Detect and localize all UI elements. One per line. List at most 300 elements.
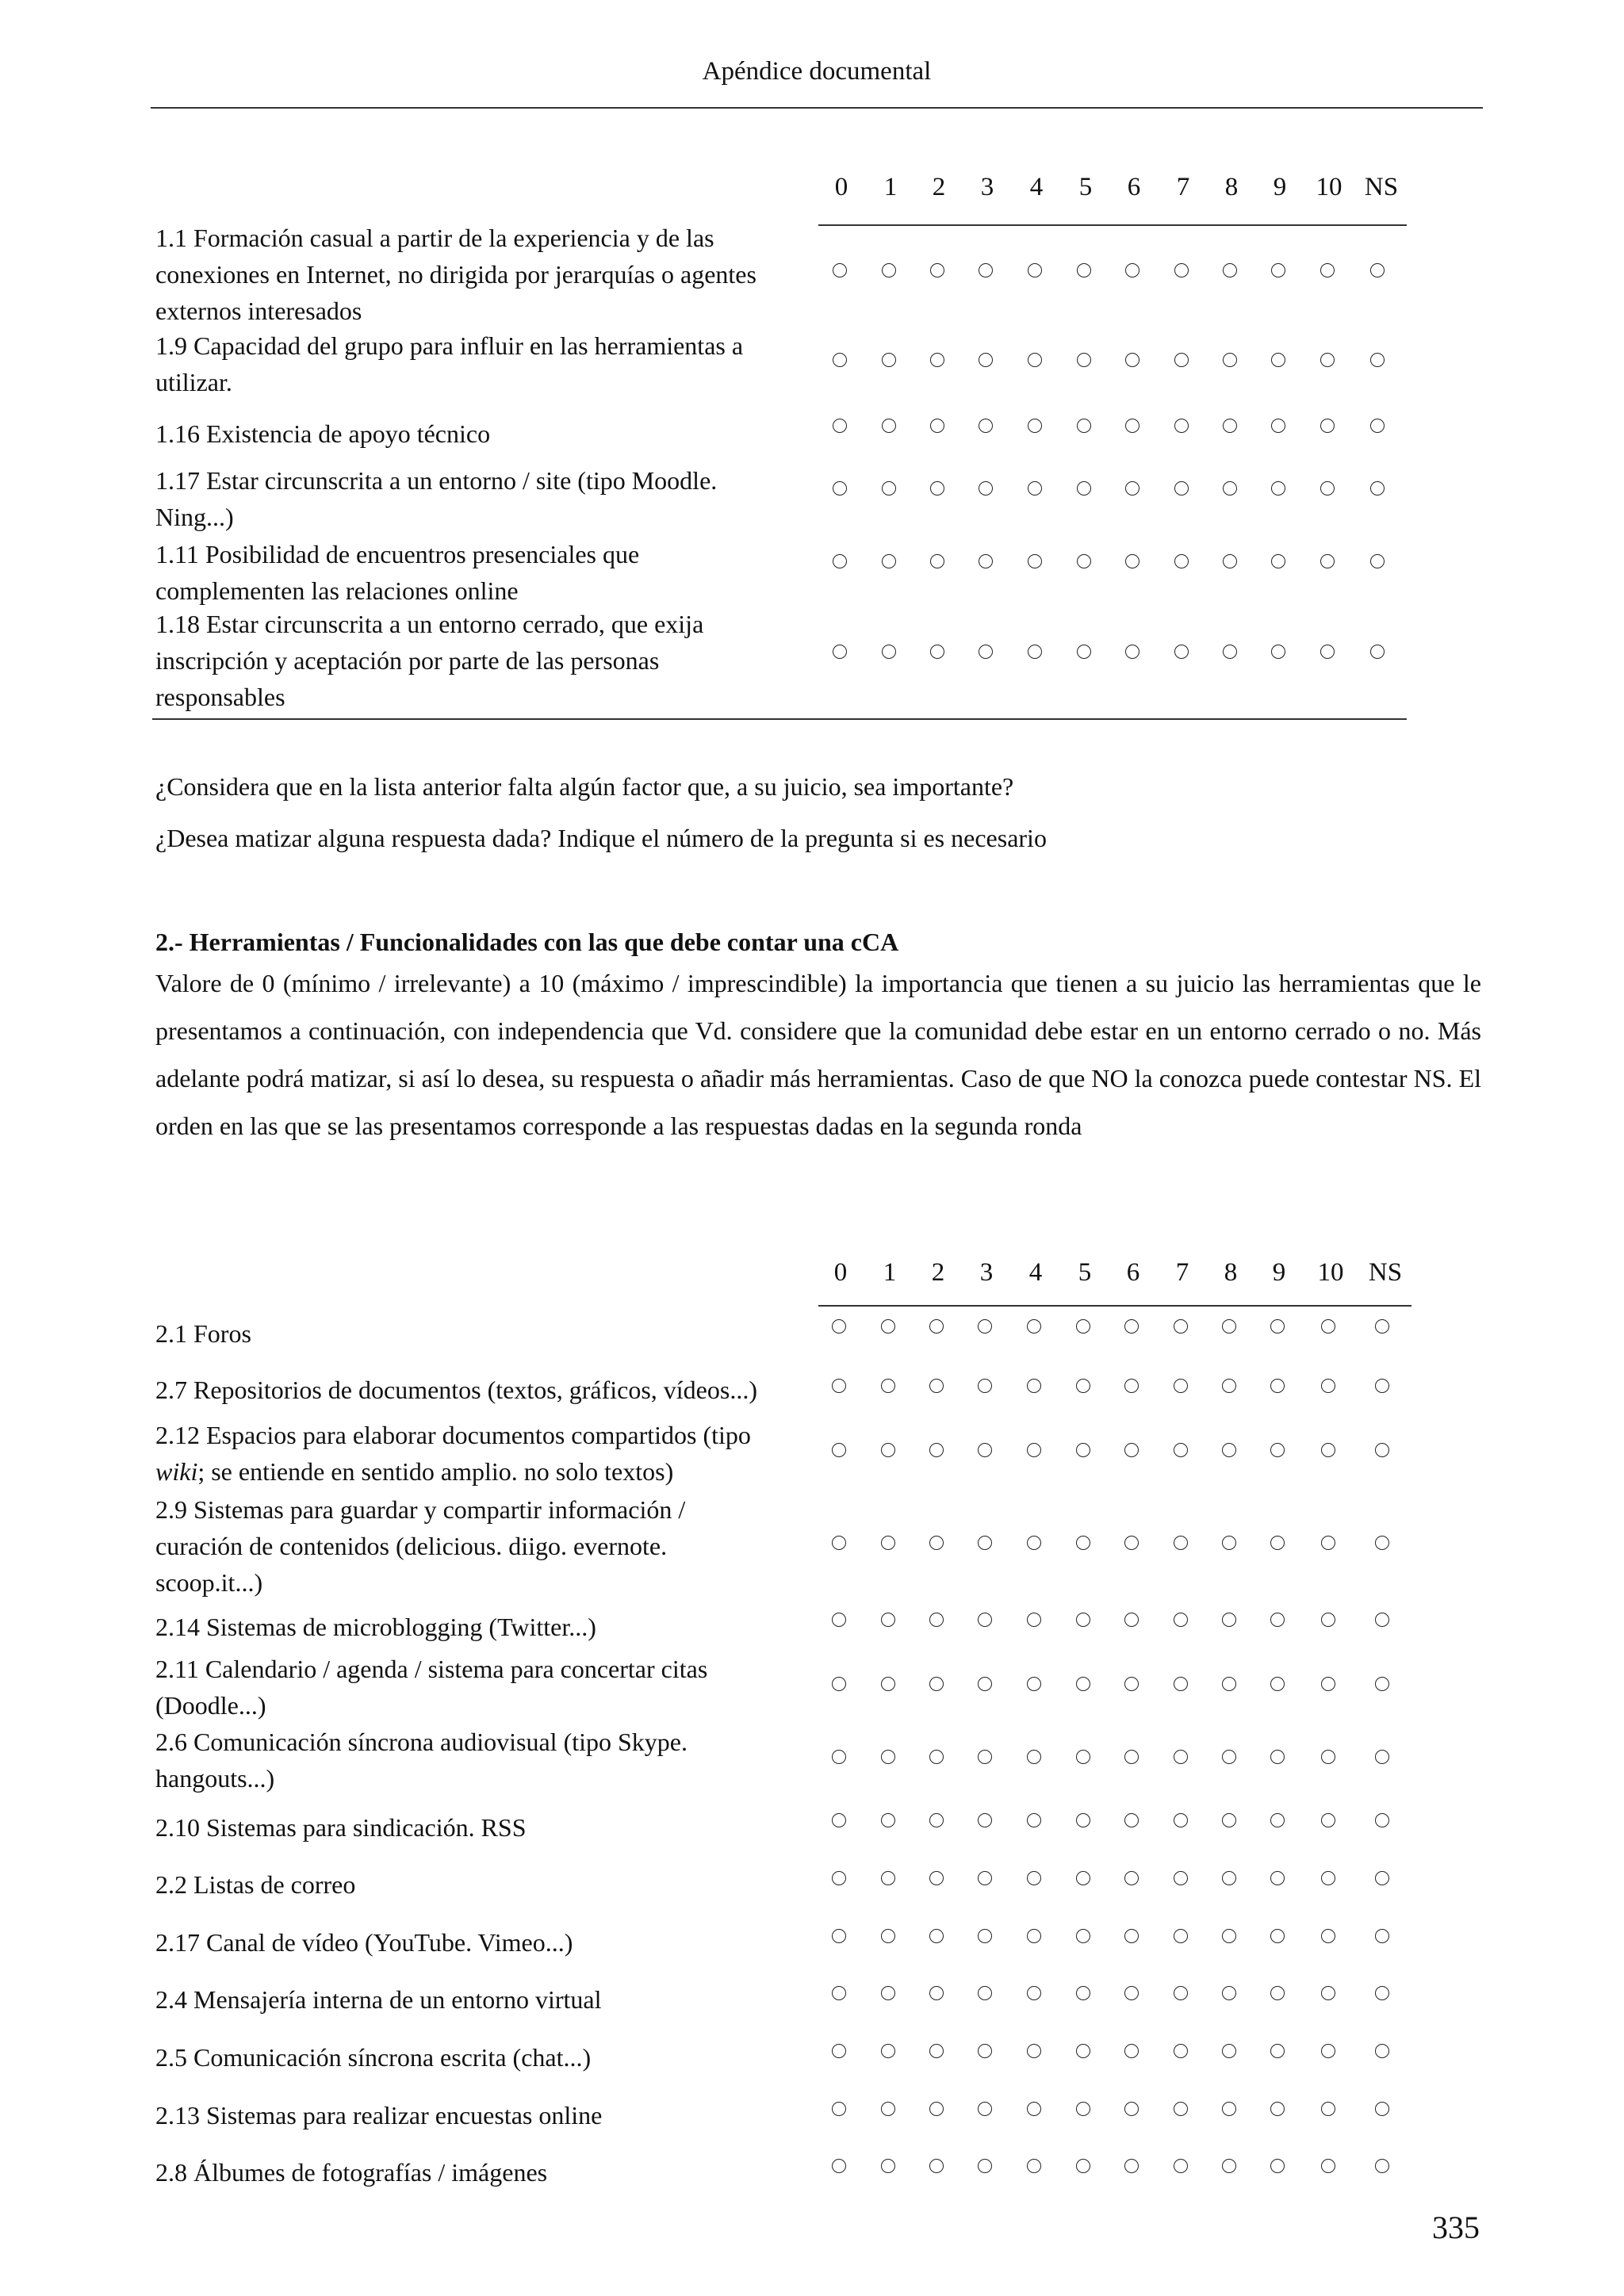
rating-radio-6[interactable] — [1124, 1929, 1139, 1943]
rating-radio-10[interactable] — [1321, 1750, 1335, 1764]
rating-radio-3[interactable] — [978, 2159, 992, 2173]
rating-radio-0[interactable] — [832, 2159, 846, 2173]
rating-radio-4[interactable] — [1027, 2159, 1041, 2173]
rating-radio-5[interactable] — [1077, 419, 1091, 433]
rating-radio-5[interactable] — [1076, 1871, 1090, 1885]
rating-radio-10[interactable] — [1321, 1871, 1335, 1885]
scale-label: 10 — [1316, 173, 1342, 201]
rating-radio-6[interactable] — [1124, 1613, 1139, 1627]
rating-radio-NS[interactable] — [1375, 1379, 1389, 1393]
rating-radio-7[interactable] — [1174, 1379, 1188, 1393]
rating-radio-8[interactable] — [1223, 481, 1237, 496]
rating-radio-6[interactable] — [1124, 1319, 1139, 1334]
row-label-line: 1.11 Posibilidad de encuentros presenciales que — [155, 540, 640, 568]
rating-radio-9[interactable] — [1271, 554, 1285, 568]
rating-radio-4[interactable] — [1027, 2102, 1041, 2116]
rating-radio-5[interactable] — [1076, 1379, 1090, 1393]
row-label-line: 2.12 Espacios para elaborar documentos compartidos (tipo — [155, 1421, 751, 1449]
rating-radio-1[interactable] — [881, 1536, 895, 1550]
rating-radio-9[interactable] — [1270, 1379, 1285, 1393]
rating-radio-10[interactable] — [1321, 1443, 1335, 1457]
rating-radio-0[interactable] — [833, 353, 847, 367]
rating-radio-NS[interactable] — [1375, 1813, 1389, 1827]
rating-radio-3[interactable] — [978, 1871, 992, 1885]
rating-radio-10[interactable] — [1321, 1319, 1335, 1334]
rating-radio-0[interactable] — [832, 1379, 846, 1393]
rating-radio-0[interactable] — [832, 1986, 846, 2000]
rating-radio-0[interactable] — [832, 1677, 846, 1691]
rating-radio-5[interactable] — [1076, 1750, 1090, 1764]
scale-label: 5 — [1078, 173, 1093, 201]
rating-radio-7[interactable] — [1174, 353, 1189, 367]
rating-radio-0[interactable] — [833, 263, 847, 277]
rating-radio-NS[interactable] — [1375, 1536, 1389, 1550]
rating-radio-2[interactable] — [929, 1813, 944, 1827]
scale-label: 1 — [883, 173, 898, 201]
rating-radio-6[interactable] — [1124, 1750, 1139, 1764]
rating-radio-9[interactable] — [1270, 2102, 1285, 2116]
rating-radio-10[interactable] — [1320, 263, 1335, 277]
rating-radio-0[interactable] — [833, 419, 847, 433]
rating-radio-3[interactable] — [978, 1750, 992, 1764]
rating-radio-10[interactable] — [1320, 645, 1335, 659]
rating-radio-4[interactable] — [1028, 554, 1042, 568]
rating-radio-7[interactable] — [1174, 1536, 1188, 1550]
rating-radio-0[interactable] — [832, 1443, 846, 1457]
scale-label: 7 — [1175, 1258, 1189, 1287]
rating-radio-3[interactable] — [979, 554, 993, 568]
rating-radio-6[interactable] — [1124, 1986, 1139, 2000]
rating-radio-4[interactable] — [1028, 263, 1042, 277]
rating-radio-3[interactable] — [978, 1986, 992, 2000]
rating-radio-NS[interactable] — [1370, 481, 1385, 496]
rating-radio-5[interactable] — [1076, 2044, 1090, 2058]
row-label — [155, 2154, 814, 2191]
rating-radio-2[interactable] — [930, 554, 944, 568]
scale-label: 4 — [1029, 173, 1044, 201]
rating-radio-3[interactable] — [978, 1319, 992, 1334]
rating-radio-8[interactable] — [1222, 1986, 1236, 2000]
rating-radio-NS[interactable] — [1375, 1986, 1389, 2000]
rating-radio-1[interactable] — [881, 1379, 895, 1393]
rating-radio-10[interactable] — [1321, 2102, 1335, 2116]
rating-radio-8[interactable] — [1223, 419, 1237, 433]
rating-radio-NS[interactable] — [1375, 2159, 1389, 2173]
rating-radio-6[interactable] — [1124, 1871, 1139, 1885]
rating-radio-8[interactable] — [1222, 1536, 1236, 1550]
rating-radio-7[interactable] — [1174, 1929, 1188, 1943]
rating-radio-5[interactable] — [1076, 1536, 1090, 1550]
rating-radio-8[interactable] — [1223, 554, 1237, 568]
rating-radio-4[interactable] — [1027, 1443, 1041, 1457]
rating-radio-4[interactable] — [1027, 1986, 1041, 2000]
rating-radio-9[interactable] — [1271, 263, 1285, 277]
rating-radio-4[interactable] — [1027, 1813, 1041, 1827]
rating-radio-3[interactable] — [978, 2044, 992, 2058]
row-label — [155, 1315, 814, 1352]
rating-radio-4[interactable] — [1027, 1613, 1041, 1627]
rating-radio-7[interactable] — [1174, 2102, 1188, 2116]
rating-radio-2[interactable] — [929, 1379, 944, 1393]
rating-radio-9[interactable] — [1270, 1443, 1285, 1457]
rating-radio-9[interactable] — [1270, 2044, 1285, 2058]
rating-radio-3[interactable] — [979, 419, 993, 433]
rating-radio-8[interactable] — [1222, 1319, 1236, 1334]
rating-radio-NS[interactable] — [1370, 353, 1385, 367]
rating-radio-5[interactable] — [1076, 1613, 1090, 1627]
rating-radio-NS[interactable] — [1375, 1677, 1389, 1691]
row-label-line: 2.9 Sistemas para guardar y compartir información / — [155, 1495, 686, 1524]
page-header: Apéndice documental — [702, 57, 932, 86]
rating-radio-NS[interactable] — [1375, 1929, 1389, 1943]
scale-label: 5 — [1078, 1258, 1092, 1287]
rating-radio-2[interactable] — [930, 645, 944, 659]
row-label-line: 2.11 Calendario / agenda / sistema para concertar citas — [155, 1655, 708, 1683]
rating-radio-2[interactable] — [930, 263, 944, 277]
rating-radio-9[interactable] — [1270, 1613, 1285, 1627]
rating-radio-6[interactable] — [1125, 263, 1139, 277]
rating-radio-10[interactable] — [1321, 1536, 1335, 1550]
rating-radio-9[interactable] — [1270, 1986, 1285, 2000]
rating-radio-8[interactable] — [1223, 645, 1237, 659]
rating-radio-0[interactable] — [832, 1536, 846, 1550]
rating-radio-3[interactable] — [978, 1677, 992, 1691]
rating-radio-9[interactable] — [1271, 481, 1285, 496]
rating-radio-2[interactable] — [929, 1986, 944, 2000]
rating-radio-5[interactable] — [1076, 1677, 1090, 1691]
rating-radio-7[interactable] — [1174, 1677, 1188, 1691]
row-label-line: complementen las relaciones online — [155, 576, 519, 605]
rating-radio-5[interactable] — [1077, 645, 1091, 659]
rating-radio-6[interactable] — [1124, 1677, 1139, 1691]
rating-radio-9[interactable] — [1270, 1929, 1285, 1943]
rating-radio-1[interactable] — [881, 2159, 895, 2173]
rating-radio-7[interactable] — [1174, 1319, 1188, 1334]
row-label-line: 2.4 Mensajería interna de un entorno virtual — [155, 1985, 602, 2014]
rating-radio-1[interactable] — [881, 1750, 895, 1764]
rating-radio-5[interactable] — [1077, 554, 1091, 568]
page-number: 335 — [1432, 2210, 1480, 2245]
rating-radio-5[interactable] — [1076, 1813, 1090, 1827]
rating-radio-NS[interactable] — [1370, 419, 1385, 433]
row-label-line: 1.18 Estar circunscrita a un entorno cerrado, que exija — [155, 610, 704, 638]
question-clarify: ¿Desea matizar alguna respuesta dada? Indique el número de la pregunta si es necesario — [155, 824, 1047, 852]
rating-radio-6[interactable] — [1124, 1536, 1139, 1550]
row-label-line: 2.14 Sistemas de microblogging (Twitter...) — [155, 1613, 596, 1641]
row-label-line: externos interesados — [155, 297, 362, 325]
row-label-line: 2.2 Listas de correo — [155, 1870, 356, 1899]
rating-radio-4[interactable] — [1027, 1929, 1041, 1943]
rating-radio-10[interactable] — [1320, 554, 1335, 568]
rating-radio-2[interactable] — [930, 419, 944, 433]
rating-radio-1[interactable] — [881, 1871, 895, 1885]
rating-radio-2[interactable] — [930, 353, 944, 367]
rating-radio-0[interactable] — [832, 2102, 846, 2116]
row-label — [155, 462, 814, 535]
rating-radio-10[interactable] — [1321, 1613, 1335, 1627]
rating-radio-8[interactable] — [1222, 2102, 1236, 2116]
rating-radio-2[interactable] — [929, 1319, 944, 1334]
scale-label: 0 — [833, 1258, 848, 1287]
rating-radio-6[interactable] — [1125, 419, 1139, 433]
rating-radio-2[interactable] — [929, 1750, 944, 1764]
rating-radio-8[interactable] — [1222, 1677, 1236, 1691]
row-label-line: wiki; se entiende en sentido amplio. no solo textos) — [155, 1457, 674, 1486]
row-label — [155, 415, 814, 452]
rating-radio-7[interactable] — [1174, 554, 1189, 568]
rating-radio-0[interactable] — [832, 1929, 846, 1943]
rating-radio-5[interactable] — [1076, 1319, 1090, 1334]
rating-radio-2[interactable] — [929, 1613, 944, 1627]
rating-radio-6[interactable] — [1124, 1379, 1139, 1393]
scale-label: 9 — [1272, 1258, 1286, 1287]
rating-radio-NS[interactable] — [1375, 1319, 1389, 1334]
rating-radio-4[interactable] — [1027, 1536, 1041, 1550]
rating-radio-8[interactable] — [1222, 1871, 1236, 1885]
rating-radio-2[interactable] — [929, 2159, 944, 2173]
rating-radio-NS[interactable] — [1370, 554, 1385, 568]
rating-radio-9[interactable] — [1270, 1536, 1285, 1550]
rating-radio-6[interactable] — [1124, 1443, 1139, 1457]
rating-radio-1[interactable] — [881, 2044, 895, 2058]
rating-radio-8[interactable] — [1222, 2159, 1236, 2173]
rating-radio-7[interactable] — [1174, 2159, 1188, 2173]
rating-radio-6[interactable] — [1124, 2159, 1139, 2173]
rating-radio-10[interactable] — [1321, 1929, 1335, 1943]
rating-radio-8[interactable] — [1222, 1613, 1236, 1627]
rating-radio-NS[interactable] — [1375, 1750, 1389, 1764]
rating-radio-7[interactable] — [1174, 1613, 1188, 1627]
rating-radio-NS[interactable] — [1375, 1871, 1389, 1885]
rating-radio-9[interactable] — [1270, 1750, 1285, 1764]
rating-radio-4[interactable] — [1028, 419, 1042, 433]
rating-radio-7[interactable] — [1174, 1750, 1188, 1764]
rating-radio-1[interactable] — [882, 263, 896, 277]
rating-radio-1[interactable] — [881, 1613, 895, 1627]
row-label-line: Ning...) — [155, 503, 234, 531]
rating-radio-1[interactable] — [881, 1986, 895, 2000]
rating-radio-4[interactable] — [1027, 1677, 1041, 1691]
section-2-title: 2.- Herramientas / Funcionalidades con las que debe contar una cCA — [155, 928, 899, 956]
rating-radio-10[interactable] — [1320, 481, 1335, 496]
rating-radio-1[interactable] — [881, 1319, 895, 1334]
row-label-line: utilizar. — [155, 368, 232, 396]
rating-radio-7[interactable] — [1174, 1871, 1188, 1885]
rating-radio-7[interactable] — [1174, 645, 1189, 659]
scale-label: 3 — [979, 1258, 994, 1287]
rating-radio-8[interactable] — [1222, 1379, 1236, 1393]
rating-radio-7[interactable] — [1174, 481, 1189, 496]
question-missing-factor: ¿Considera que en la lista anterior falta algún factor que, a su juicio, sea importante? — [155, 772, 1014, 801]
rating-radio-8[interactable] — [1222, 1750, 1236, 1764]
rating-radio-2[interactable] — [929, 1929, 944, 1943]
rating-radio-3[interactable] — [979, 353, 993, 367]
rating-radio-7[interactable] — [1174, 1443, 1188, 1457]
rating-radio-1[interactable] — [881, 1929, 895, 1943]
rating-radio-6[interactable] — [1125, 645, 1139, 659]
scale-label: 7 — [1176, 173, 1190, 201]
rating-radio-8[interactable] — [1222, 1929, 1236, 1943]
scale-label: 8 — [1224, 173, 1239, 201]
rating-radio-2[interactable] — [929, 1443, 944, 1457]
rating-radio-10[interactable] — [1321, 2044, 1335, 2058]
rating-radio-NS[interactable] — [1370, 645, 1385, 659]
rating-radio-1[interactable] — [882, 554, 896, 568]
rating-radio-NS[interactable] — [1375, 2044, 1389, 2058]
rating-radio-2[interactable] — [929, 1536, 944, 1550]
rating-radio-0[interactable] — [833, 554, 847, 568]
rating-radio-10[interactable] — [1321, 1379, 1335, 1393]
rating-radio-5[interactable] — [1076, 1929, 1090, 1943]
rating-radio-8[interactable] — [1223, 353, 1237, 367]
rating-radio-4[interactable] — [1027, 2044, 1041, 2058]
rating-radio-1[interactable] — [882, 353, 896, 367]
scale-label: 8 — [1224, 1258, 1238, 1287]
row-label-line: 2.17 Canal de vídeo (YouTube. Vimeo...) — [155, 1928, 573, 1957]
rating-radio-5[interactable] — [1076, 2159, 1090, 2173]
rating-radio-6[interactable] — [1124, 2102, 1139, 2116]
rating-radio-1[interactable] — [882, 419, 896, 433]
row-label-line: hangouts...) — [155, 1764, 275, 1793]
rating-radio-10[interactable] — [1321, 1986, 1335, 2000]
rating-radio-7[interactable] — [1174, 263, 1189, 277]
row-label-line: responsables — [155, 683, 285, 711]
rating-radio-6[interactable] — [1124, 1813, 1139, 1827]
rating-radio-3[interactable] — [979, 263, 993, 277]
rating-radio-9[interactable] — [1271, 645, 1285, 659]
rating-radio-9[interactable] — [1271, 353, 1285, 367]
rating-radio-4[interactable] — [1028, 645, 1042, 659]
rating-radio-0[interactable] — [832, 1613, 846, 1627]
rating-radio-8[interactable] — [1223, 263, 1237, 277]
rating-radio-6[interactable] — [1125, 353, 1139, 367]
rating-radio-1[interactable] — [881, 2102, 895, 2116]
table-bottom-rule — [152, 718, 1407, 720]
row-label — [155, 220, 814, 329]
rating-radio-4[interactable] — [1028, 481, 1042, 496]
rating-radio-4[interactable] — [1027, 1750, 1041, 1764]
rating-radio-2[interactable] — [930, 481, 944, 496]
rating-radio-1[interactable] — [881, 1813, 895, 1827]
row-label — [155, 1609, 814, 1645]
rating-radio-4[interactable] — [1028, 353, 1042, 367]
rating-radio-2[interactable] — [929, 2102, 944, 2116]
italic-word: wiki — [155, 1457, 198, 1486]
rating-radio-3[interactable] — [979, 481, 993, 496]
row-label-line: inscripción y aceptación por parte de las personas — [155, 646, 660, 675]
table-top-rule — [818, 1305, 1411, 1307]
rating-radio-4[interactable] — [1027, 1871, 1041, 1885]
rating-radio-9[interactable] — [1271, 419, 1285, 433]
row-label — [155, 1417, 814, 1490]
scale-label: 9 — [1273, 173, 1287, 201]
rating-radio-3[interactable] — [978, 1929, 992, 1943]
rating-radio-5[interactable] — [1077, 481, 1091, 496]
rating-radio-10[interactable] — [1320, 419, 1335, 433]
rating-radio-9[interactable] — [1270, 1813, 1285, 1827]
rating-radio-9[interactable] — [1270, 2159, 1285, 2173]
rating-radio-8[interactable] — [1222, 1443, 1236, 1457]
row-label-line: conexiones en Internet, no dirigida por jerarquías o agentes — [155, 260, 756, 289]
rating-radio-1[interactable] — [882, 481, 896, 496]
rating-radio-1[interactable] — [882, 645, 896, 659]
rating-radio-8[interactable] — [1222, 1813, 1236, 1827]
rating-radio-3[interactable] — [979, 645, 993, 659]
row-label — [155, 2097, 814, 2133]
table-top-rule — [818, 224, 1407, 226]
rating-radio-0[interactable] — [832, 2044, 846, 2058]
rating-radio-0[interactable] — [832, 1813, 846, 1827]
rating-radio-3[interactable] — [978, 1536, 992, 1550]
rating-radio-6[interactable] — [1125, 481, 1139, 496]
rating-radio-5[interactable] — [1077, 353, 1091, 367]
rating-radio-4[interactable] — [1027, 1379, 1041, 1393]
rating-radio-NS[interactable] — [1370, 263, 1385, 277]
rating-radio-0[interactable] — [832, 1871, 846, 1885]
rating-radio-0[interactable] — [832, 1319, 846, 1334]
row-label-line: 2.7 Repositorios de documentos (textos, gráficos, vídeos...) — [155, 1376, 757, 1404]
rating-radio-5[interactable] — [1076, 2102, 1090, 2116]
rating-radio-3[interactable] — [978, 1813, 992, 1827]
rating-radio-5[interactable] — [1076, 1986, 1090, 2000]
rating-radio-7[interactable] — [1174, 419, 1189, 433]
rating-radio-2[interactable] — [929, 1871, 944, 1885]
rating-radio-6[interactable] — [1125, 554, 1139, 568]
rating-radio-7[interactable] — [1174, 1986, 1188, 2000]
rating-radio-7[interactable] — [1174, 2044, 1188, 2058]
rating-radio-3[interactable] — [978, 1379, 992, 1393]
rating-radio-3[interactable] — [978, 1443, 992, 1457]
rating-radio-2[interactable] — [929, 2044, 944, 2058]
rating-radio-0[interactable] — [833, 645, 847, 659]
row-label-line: 1.16 Existencia de apoyo técnico — [155, 419, 491, 448]
rating-radio-10[interactable] — [1320, 353, 1335, 367]
rating-radio-1[interactable] — [881, 1443, 895, 1457]
rating-radio-NS[interactable] — [1375, 1443, 1389, 1457]
scale-label: 2 — [931, 1258, 945, 1287]
scale-label: NS — [1364, 173, 1399, 201]
rating-radio-NS[interactable] — [1375, 2102, 1389, 2116]
rating-radio-10[interactable] — [1321, 1813, 1335, 1827]
scale-label: 0 — [834, 173, 848, 201]
rating-radio-9[interactable] — [1270, 1677, 1285, 1691]
rating-radio-2[interactable] — [929, 1677, 944, 1691]
rating-radio-3[interactable] — [978, 2102, 992, 2116]
row-label-line: 1.17 Estar circunscrita a un entorno / site (tipo Moodle. — [155, 466, 718, 495]
rating-radio-0[interactable] — [833, 481, 847, 496]
rating-radio-5[interactable] — [1077, 263, 1091, 277]
rating-radio-9[interactable] — [1270, 1319, 1285, 1334]
rating-radio-10[interactable] — [1321, 2159, 1335, 2173]
rating-radio-NS[interactable] — [1375, 1613, 1389, 1627]
rating-radio-6[interactable] — [1124, 2044, 1139, 2058]
rating-radio-5[interactable] — [1076, 1443, 1090, 1457]
rating-radio-1[interactable] — [881, 1677, 895, 1691]
rating-radio-8[interactable] — [1222, 2044, 1236, 2058]
rating-radio-4[interactable] — [1027, 1319, 1041, 1334]
rating-radio-0[interactable] — [832, 1750, 846, 1764]
row-label — [155, 1981, 814, 2018]
scale-label: 2 — [932, 173, 946, 201]
rating-radio-3[interactable] — [978, 1613, 992, 1627]
scale-label: 6 — [1126, 1258, 1140, 1287]
row-label — [155, 606, 814, 715]
rating-radio-10[interactable] — [1321, 1677, 1335, 1691]
rating-radio-9[interactable] — [1270, 1871, 1285, 1885]
row-label — [155, 536, 814, 609]
rating-radio-7[interactable] — [1174, 1813, 1188, 1827]
row-label-line: 2.13 Sistemas para realizar encuestas online — [155, 2101, 603, 2130]
